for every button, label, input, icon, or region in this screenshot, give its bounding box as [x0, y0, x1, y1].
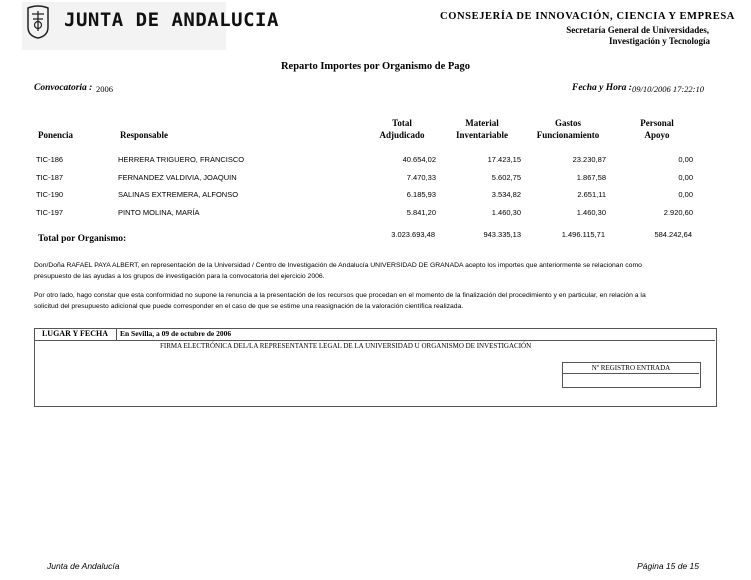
conformity-paragraph [34, 290, 714, 312]
row-gastos: 2.651,11 [577, 190, 606, 199]
totals-material: 943.335,13 [483, 230, 521, 239]
totals-personal: 584.242,64 [654, 230, 692, 239]
row-personal: 0,00 [678, 190, 693, 199]
fecha-hora-value: 09/10/2006 17:22:10 [632, 84, 705, 94]
row-ponencia: TIC-197 [36, 208, 64, 217]
row-gastos: 1.867,58 [576, 173, 606, 182]
org-title: CONSEJERÍA DE INNOVACIÓN, CIENCIA Y EMPRESA [440, 11, 735, 22]
fecha-hora-label: Fecha y Hora : [572, 83, 632, 93]
col-gastos-line1: Gastos [554, 118, 581, 128]
col-personal-line1: Personal [640, 118, 674, 128]
row-gastos: 1.460,30 [576, 208, 606, 217]
totals-label: Total por Organismo: [38, 234, 127, 244]
row-ponencia: TIC-186 [36, 155, 64, 164]
row-personal: 0,00 [678, 173, 693, 182]
convocatoria-label: Convocatoria : [34, 83, 93, 93]
lugar-fecha-label: LUGAR Y FECHA [34, 328, 117, 341]
row-total: 5.841,20 [406, 208, 436, 217]
divider [34, 340, 715, 341]
registro-entrada-label: Nº REGISTRO ENTRADA [563, 363, 699, 374]
row-responsable: PINTO MOLINA, MARÍA [118, 208, 200, 217]
row-total: 40.654,02 [402, 155, 436, 164]
row-total: 6.185,93 [406, 190, 436, 199]
totals-gastos: 1.496.115,71 [561, 230, 605, 239]
row-responsable: SALINAS EXTREMERA, ALFONSO [118, 190, 239, 199]
row-material: 1.460,30 [491, 208, 521, 217]
col-responsable: Responsable [120, 130, 169, 140]
row-ponencia: TIC-187 [36, 173, 64, 182]
row-ponencia: TIC-190 [36, 190, 64, 199]
conformity-line-1: Por otro lado, hago constar que esta conformidad no supone la renuncia a la presentación de los recursos que procedan en el momento de la finalización del procedimiento y en particular, en relación a la [34, 292, 646, 299]
row-responsable: HERRERA TRIGUERO, FRANCISCO [118, 155, 245, 164]
col-total-line2: Adjudicado [379, 130, 425, 140]
row-personal: 2.920,60 [663, 208, 693, 217]
col-ponencia: Ponencia [38, 130, 73, 140]
totals-total: 3.023.693,48 [391, 230, 435, 239]
row-material: 17.423,15 [487, 155, 521, 164]
logo-text: JUNTA DE ANDALUCIA [64, 9, 279, 31]
row-responsable: FERNANDEZ VALDIVIA, JOAQUIN [118, 173, 237, 182]
acceptance-paragraph [34, 260, 714, 282]
row-gastos: 23.230,87 [572, 155, 606, 164]
footer-org: Junta de Andalucía [47, 561, 120, 571]
row-personal: 0,00 [678, 155, 693, 164]
convocatoria-value: 2006 [96, 84, 113, 94]
org-subtitle-2: Investigación y Tecnología [608, 36, 710, 46]
col-material-line2: Inventariable [455, 130, 508, 140]
col-total-line1: Total [392, 118, 412, 128]
col-personal-line2: Apoyo [644, 130, 670, 140]
report-title: Reparto Importes por Organismo de Pago [280, 61, 471, 72]
row-material: 3.534,82 [491, 190, 521, 199]
row-total: 7.470,33 [406, 173, 436, 182]
lugar-fecha-value: En Sevilla, a 09 de octubre de 2006 [120, 329, 232, 338]
firma-label: FIRMA ELECTRÓNICA DEL/LA REPRESENTANTE LEGAL DE LA UNIVERSIDAD U ORGANISMO DE INVESTIGACIÓN [160, 342, 532, 350]
acceptance-line-1: Don/Doña RAFAEL PAYA ALBERT, en representación de la Universidad / Centro de Investigación de Andalucía UNIVERSIDAD DE GRANADA acepto los importes que anteriormente se relacionan como [34, 262, 642, 269]
col-gastos-line2: Funcionamiento [536, 130, 600, 140]
footer-page-number: Página 15 de 15 [637, 561, 699, 571]
row-material: 5.602,75 [491, 173, 521, 182]
col-material-line1: Material [465, 118, 499, 128]
acceptance-line-2: presupuesto de las ayudas a los grupos de investigación para la convocatoria del ejercicio 2006. [34, 273, 325, 280]
junta-emblem-icon [26, 5, 50, 39]
org-subtitle-1: Secretaría General de Universidades, [566, 25, 709, 35]
conformity-line-2: solicitud del presupuesto adicional que puede corresponder en el caso de que se estime una reasignación de la valoración científica realizada. [34, 303, 464, 310]
